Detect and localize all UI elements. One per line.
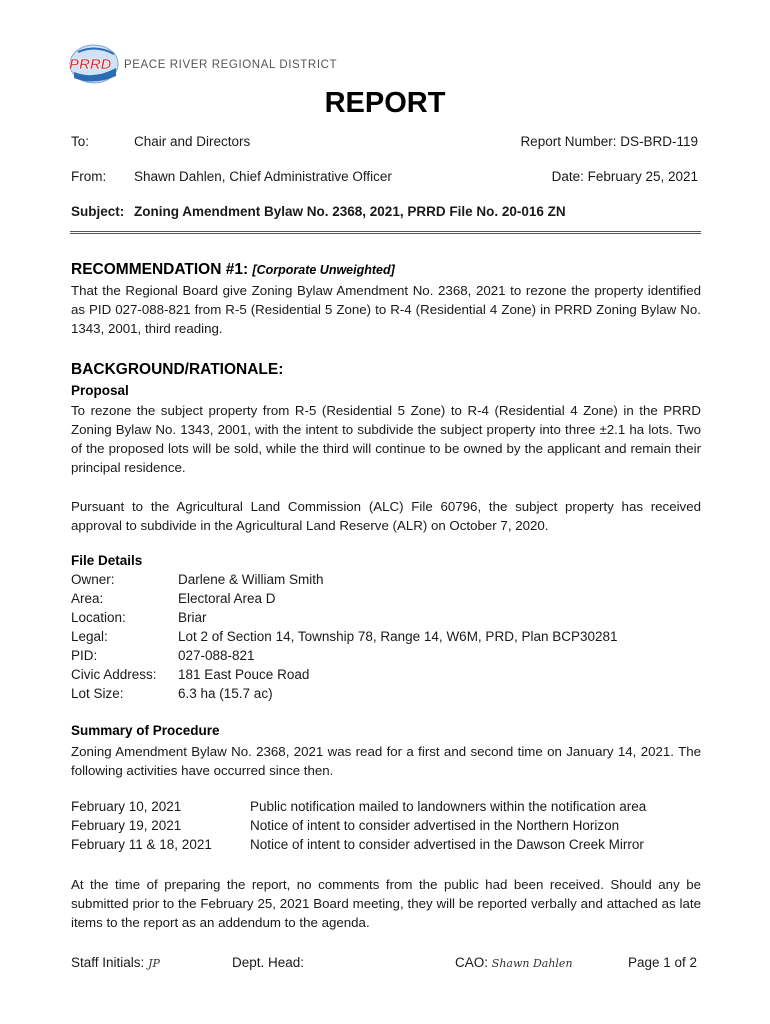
cao-signature: Shawn Dahlen (491, 957, 573, 970)
staff-initials (71, 955, 160, 970)
procedure-closing: At the time of preparing the report, no comments from the public had been received. Should any be submitted prior to the February 25, 2021 Board meeting, they will be reported verbally and attached as late items to the report as an addendum to the agenda. (71, 877, 701, 930)
proposal-text: To rezone the subject property from R-5 (Residential 5 Zone) to R-4 (Residential 4 Zone) in the PRRD Zoning Bylaw No. 1343, 2001, with the intent to subdivide the subject property into three ±2.1 ha lots. Two of the proposed lots will be sold, while the third will continue to be owned by the applicant and remain their principal residence. (71, 403, 701, 475)
background-heading: BACKGROUND/RATIONALE: (71, 361, 284, 378)
cao-label: CAO: (455, 955, 489, 970)
detail-value: 027-088-821 (178, 648, 255, 663)
page-title: REPORT (324, 87, 446, 119)
detail-label: Owner: (71, 572, 115, 587)
event-description: Public notification mailed to landowners within the notification area (250, 799, 647, 814)
recommendation-heading (71, 261, 395, 279)
detail-value: 6.3 ha (15.7 ac) (178, 686, 273, 701)
procedure-heading: Summary of Procedure (71, 723, 220, 738)
detail-label: PID: (71, 648, 98, 663)
report-date: Date: February 25, 2021 (551, 169, 698, 184)
cao-approval (455, 955, 573, 970)
recommendation-qualifier: [Corporate Unweighted] (252, 263, 395, 277)
to-label: To: (71, 134, 90, 149)
to-value: Chair and Directors (134, 134, 251, 149)
from-value: Shawn Dahlen, Chief Administrative Officer (134, 169, 392, 184)
recommendation-title: RECOMMENDATION #1: (71, 261, 249, 278)
event-description: Notice of intent to consider advertised in the Dawson Creek Mirror (250, 837, 644, 852)
procedure-intro: Zoning Amendment Bylaw No. 2368, 2021 was read for a first and second time on January 14, 2021. The following activities have occurred since then. (71, 744, 701, 778)
file-details-heading: File Details (71, 553, 143, 568)
detail-value: Briar (178, 610, 207, 625)
event-date: February 19, 2021 (71, 818, 182, 833)
event-description: Notice of intent to consider advertised in the Northern Horizon (250, 818, 620, 833)
detail-label: Location: (71, 610, 126, 625)
logo-text: PRRD (69, 56, 112, 73)
report-number: Report Number: DS-BRD-119 (520, 134, 698, 149)
from-label: From: (71, 169, 107, 184)
detail-value: Lot 2 of Section 14, Township 78, Range 14, W6M, PRD, Plan BCP30281 (178, 629, 618, 644)
header-divider (70, 231, 701, 234)
detail-value: Electoral Area D (178, 591, 276, 606)
recommendation-text: That the Regional Board give Zoning Bylaw Amendment No. 2368, 2021 to rezone the property identified as PID 027-088-821 from R-5 (Residential 5 Zone) to R-4 (Residential 4 Zone) in PRRD Zoning Bylaw No. 1343, 2001, third reading. (71, 283, 701, 336)
org-name: PEACE RIVER REGIONAL DISTRICT (124, 59, 338, 71)
prrd-logo (66, 42, 126, 86)
staff-initials-signature: JP (148, 957, 160, 970)
event-date: February 10, 2021 (71, 799, 182, 814)
detail-label: Lot Size: (71, 686, 124, 701)
detail-label: Legal: (71, 629, 108, 644)
alc-text: Pursuant to the Agricultural Land Commission (ALC) File 60796, the subject property has received approval to subdivide in the Agricultural Land Reserve (ALR) on October 7, 2020. (71, 499, 701, 533)
subject-label: Subject: (71, 204, 125, 219)
subject-value: Zoning Amendment Bylaw No. 2368, 2021, PRRD File No. 20-016 ZN (134, 204, 566, 219)
detail-label: Area: (71, 591, 104, 606)
detail-value: 181 East Pouce Road (178, 667, 310, 682)
dept-head-label: Dept. Head: (232, 955, 305, 970)
detail-value: Darlene & William Smith (178, 572, 324, 587)
staff-initials-label: Staff Initials: (71, 955, 145, 970)
event-date: February 11 & 18, 2021 (71, 837, 212, 852)
proposal-heading: Proposal (71, 383, 129, 398)
detail-label: Civic Address: (71, 667, 157, 682)
page-number: Page 1 of 2 (627, 955, 697, 970)
